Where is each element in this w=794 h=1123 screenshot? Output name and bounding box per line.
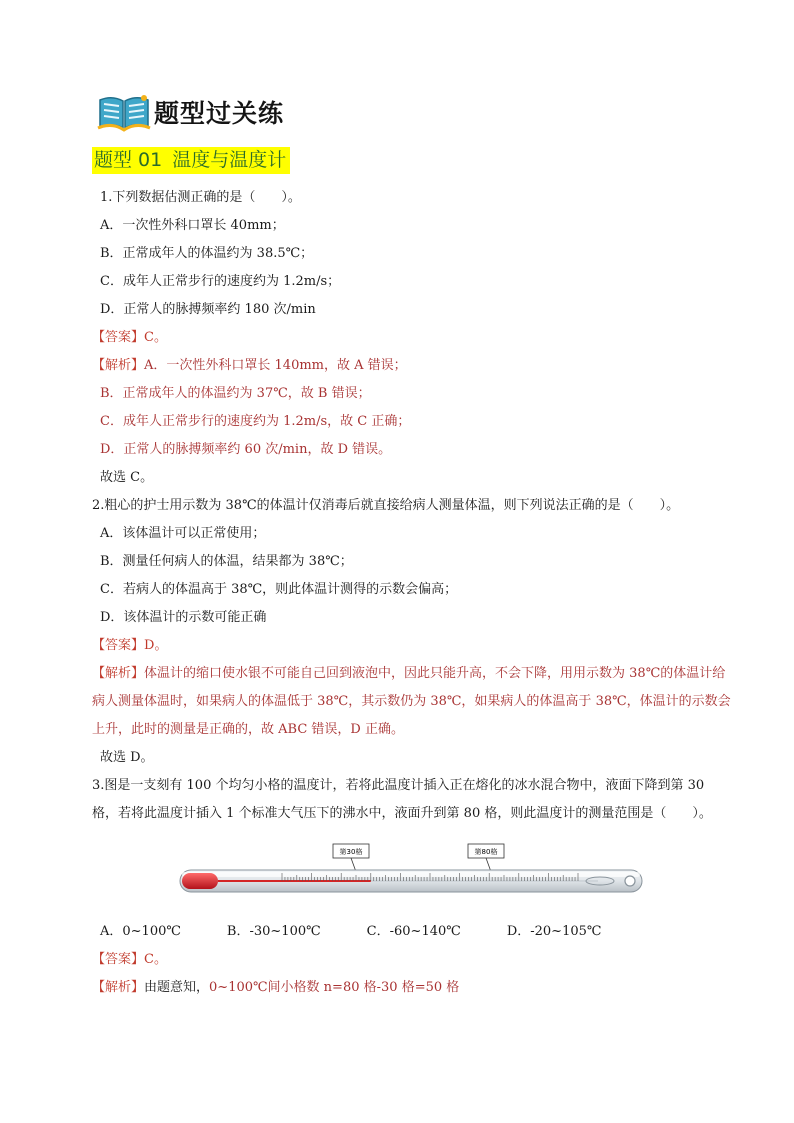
q3-stem: 3.图是一支刻有 100 个均匀小格的温度计，若将此温度计插入正在熔化的冰水混合物中，液面下降到第 30 格，若将此温度计插入 1 个标准大气压下的沸水中，液面升到第 80 格，则此温度计的测量范围是（ ）。	[92, 778, 712, 821]
answer-tag: 【答案】	[92, 330, 145, 345]
thermometer-bulb	[182, 873, 218, 889]
q2-option-c: C．若病人的体温高于 38℃，则此体温计测得的示数会偏高；	[100, 582, 458, 597]
answer-value: C。	[144, 330, 167, 345]
analysis-text: 由题意知，0~100℃间小格数 n=80 格-30 格=50 格	[144, 980, 460, 995]
section-label: 题型	[94, 149, 133, 171]
q1-stem: 1.下列数据估测正确的是（ ）。	[100, 190, 301, 205]
analysis-tag: 【解析】	[92, 358, 145, 373]
q1-option-d: D．正常人的脉搏频率约 180 次/min	[100, 302, 316, 317]
q1-analysis-d: D．正常人的脉搏频率约 60 次/min，故 D 错误。	[100, 442, 392, 457]
analysis-tag: 【解析】	[92, 666, 145, 681]
q1-option-c: C．成年人正常步行的速度约为 1.2m/s；	[100, 274, 341, 289]
q2-option-b: B．测量任何病人的体温，结果都为 38℃；	[100, 554, 353, 569]
label-80: 第80格	[474, 848, 498, 856]
q1-answer	[92, 324, 730, 352]
content	[92, 184, 731, 1002]
q3-option-b: B．-30~100℃	[226, 924, 321, 939]
q3-option-c: C．-60~140℃	[366, 924, 461, 939]
section-heading	[92, 147, 290, 174]
open-book-icon	[96, 92, 152, 132]
answer-value: C。	[144, 952, 167, 967]
page-title: 题型过关练	[154, 99, 285, 128]
q1-conclusion: 故选 C。	[100, 470, 154, 485]
q1-analysis-a	[92, 352, 730, 380]
answer-value: D。	[144, 638, 168, 653]
analysis-text: 体温计的缩口使水银不可能自己回到液泡中，因此只能升高，不会下降，用用示数为 38℃的体温计给病人测量体温时，如果病人的体温低于 38℃，其示数仍为 38℃，如果病人的体温高于 38℃，体温计的示数会上升，此时的测量是正确的，故 ABC 错误，D 正确。	[92, 666, 731, 737]
q2-option-a: A．该体温计可以正常使用；	[100, 526, 266, 541]
q2-answer	[92, 632, 730, 660]
q2-stem: 2.粗心的护士用示数为 38℃的体温计仅消毒后就直接给病人测量体温，则下列说法正确的是（ ）。	[92, 498, 680, 513]
label-30: 第30格	[339, 848, 363, 856]
q1-analysis-c: C．成年人正常步行的速度约为 1.2m/s，故 C 正确；	[100, 414, 411, 429]
q3-option-d: D．-20~105℃	[506, 924, 602, 939]
q1-analysis-b: B．正常成年人的体温约为 37℃，故 B 错误；	[100, 386, 371, 401]
analysis-text: A．一次性外科口罩长 140mm，故 A 错误；	[144, 358, 407, 373]
answer-tag: 【答案】	[92, 638, 145, 653]
q3-option-a: A．0~100℃	[100, 924, 181, 939]
q2-conclusion: 故选 D。	[100, 750, 154, 765]
q3-options	[100, 918, 730, 946]
q1-option-b: B．正常成年人的体温约为 38.5℃；	[100, 246, 314, 261]
page-header	[96, 92, 284, 132]
answer-tag: 【答案】	[92, 952, 145, 967]
q3-answer	[92, 946, 730, 974]
q2-option-d: D．该体温计的示数可能正确	[100, 610, 267, 625]
q2-analysis	[92, 660, 732, 744]
section-name: 温度与温度计	[172, 149, 287, 171]
analysis-tag: 【解析】	[92, 980, 145, 995]
section-number: 01	[138, 149, 163, 171]
q1-option-a: A．一次性外科口罩长 40mm；	[100, 218, 285, 233]
thermometer-diagram	[178, 836, 648, 914]
q3-analysis	[92, 974, 730, 1002]
thermometer-figure	[100, 836, 730, 914]
